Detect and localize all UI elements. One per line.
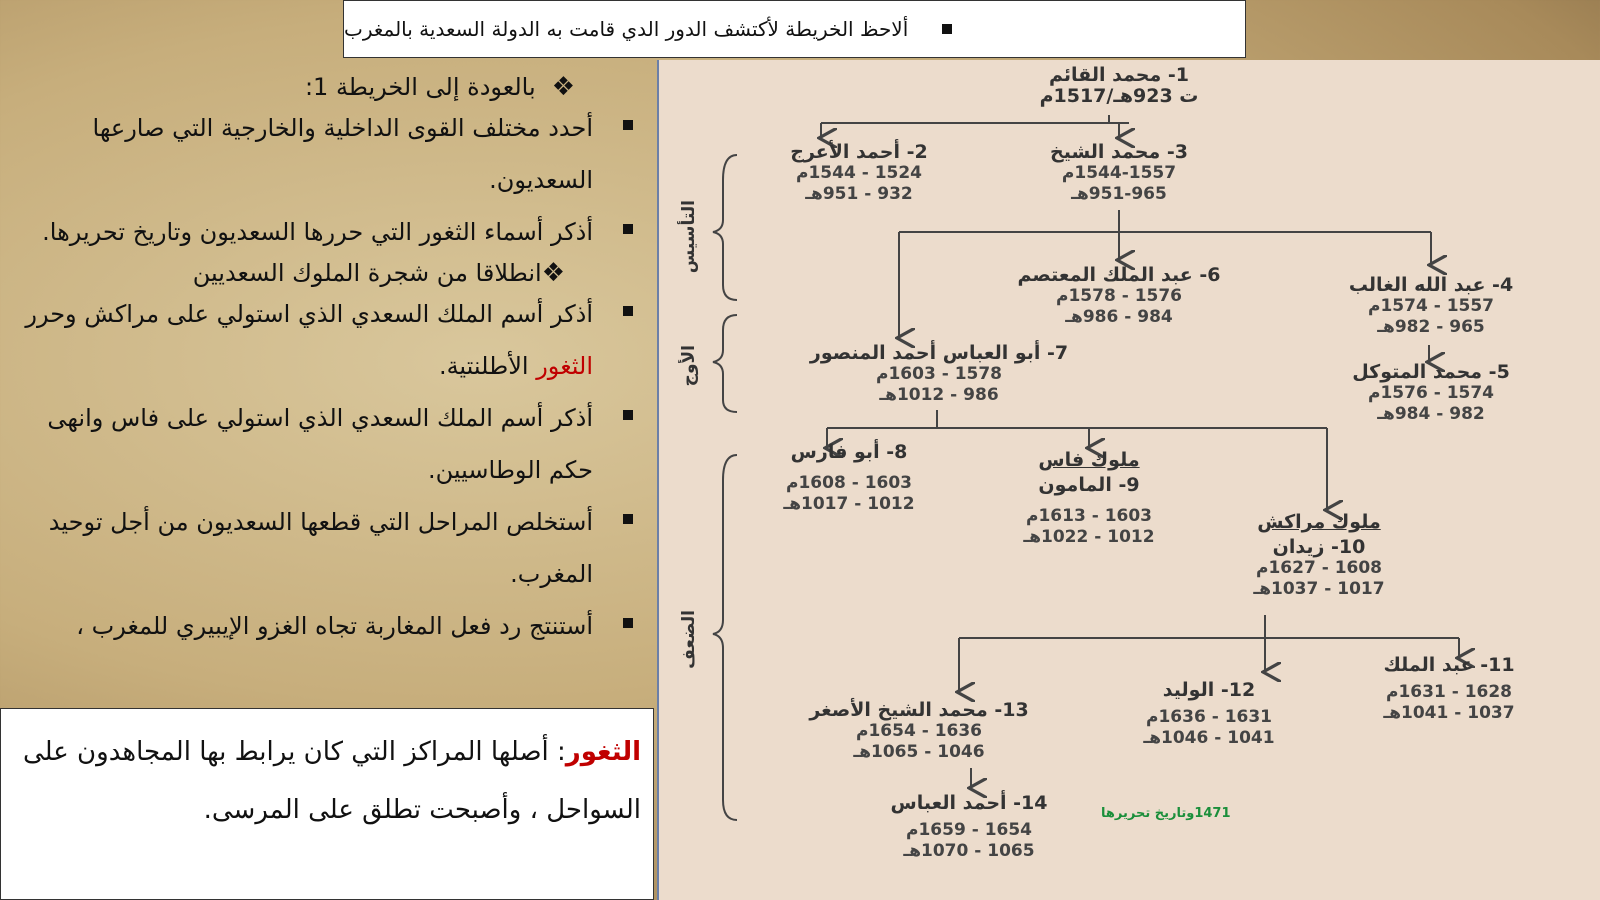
instruction-text: ألاحظ الخريطة لأكتشف الدور الدي قامت به الدولة السعدية بالمغرب: [344, 17, 909, 41]
node-name: 13- محمد الشيخ الأصغر: [809, 699, 1029, 721]
tree-node-13: [769, 700, 1069, 763]
node-dates: 1012 - 1017هـ: [783, 494, 915, 514]
node-dates: 1574 - 1576م: [1367, 383, 1495, 403]
node-dates: 1654 - 1659م: [905, 820, 1033, 840]
node-dates: 1524 - 1544م: [795, 163, 923, 183]
node-dates: 1603 - 1613م: [1025, 506, 1153, 526]
question-item: أذكر أسم الملك السعدي الذي استولي على فاس وانهى حكم الوطاسيين.: [0, 392, 655, 496]
tree-node-7: [789, 343, 1089, 406]
highlight-term: الثغور: [536, 352, 593, 380]
node-name: 4- عبد الله الغالب: [1348, 274, 1514, 296]
tree-node-2: [759, 142, 959, 205]
node-name: 1- محمد القائم: [1048, 64, 1189, 86]
node-name: 5- محمد المتوكل: [1352, 361, 1510, 383]
diamond-bullet-icon: ❖: [551, 72, 575, 102]
node-dates: 1544-1557م: [1061, 163, 1177, 183]
node-name: 2- أحمد الأعرج: [790, 141, 928, 163]
node-name: 10- زيدان: [1272, 536, 1366, 558]
node-dates: 1012 - 1022هـ: [1023, 527, 1155, 547]
definition-text: : أصلها المراكز التي كان يرابط بها المجاهدون على السواحل ، وأصبحت تطلق على المرسى.: [23, 737, 641, 825]
node-dates: 984 - 986هـ: [1065, 307, 1173, 327]
node-name: 14- أحمد العباس: [890, 792, 1048, 814]
tree-node-3: [1019, 142, 1219, 205]
branch-label: ملوك فاس: [1038, 449, 1140, 471]
question-item: أحدد مختلف القوى الداخلية والخارجية التي صارعها السعديون.: [0, 102, 655, 206]
node-dates: 965 - 982هـ: [1377, 317, 1485, 337]
tree-node-1: [1019, 65, 1219, 107]
question-item: [0, 288, 655, 392]
node-name: 11- عبد الملك: [1383, 654, 1515, 676]
group-label-founding: التأسيس: [679, 200, 699, 274]
heading-map: [0, 72, 655, 102]
definition-term: الثغور: [565, 737, 641, 767]
tree-node-5: [1331, 362, 1531, 425]
definition-box: [0, 708, 654, 900]
node-name: 12- الوليد: [1162, 679, 1256, 701]
node-dates: 1636 - 1654م: [855, 721, 983, 741]
question-item: أستخلص المراحل التي قطعها السعديون من أجل توحيد المغرب.: [0, 496, 655, 600]
node-dates: 1046 - 1065هـ: [853, 742, 985, 762]
heading-map-text: بالعودة إلى الخريطة 1:: [304, 73, 536, 101]
node-dates: 1628 - 1631م: [1385, 682, 1513, 702]
group-label-peak: الأوج: [679, 345, 699, 387]
node-dates: 1017 - 1037هـ: [1253, 579, 1385, 599]
node-dates: 951-965هـ: [1071, 184, 1167, 204]
node-dates: 1065 - 1070هـ: [903, 841, 1035, 861]
diamond-bullet-icon: ❖: [541, 258, 565, 288]
heading-tree-text: انطلاقا من شجرة الملوك السعديين: [192, 259, 542, 287]
node-dates: 1608 - 1627م: [1255, 558, 1383, 578]
question-text: الأطلنتية.: [438, 352, 529, 380]
node-dates: 932 - 951هـ: [805, 184, 913, 204]
tree-node-marrakech: [1229, 512, 1409, 600]
instruction-bar: [343, 0, 1246, 58]
questions-panel: [0, 62, 655, 710]
node-dates: 982 - 984هـ: [1377, 404, 1485, 424]
question-item: أستنتج رد فعل المغاربة تجاه الغزو الإيبيري للمغرب ،: [0, 600, 655, 652]
question-text: أذكر أسم الملك السعدي الذي استولي على مراكش وحرر: [25, 300, 593, 328]
heading-tree: [0, 258, 655, 288]
node-name: 9- المامون: [1038, 474, 1140, 496]
dynasty-tree: [657, 60, 1600, 900]
question-item: أذكر أسماء الثغور التي حررها السعديون وتاريخ تحريرها.: [0, 206, 655, 258]
node-dates: 986 - 1012هـ: [879, 385, 999, 405]
tree-node-11: [1349, 655, 1549, 724]
node-dates: 1557 - 1574م: [1367, 296, 1495, 316]
node-dates: 1041 - 1046هـ: [1143, 728, 1275, 748]
tree-node-14: [849, 793, 1089, 862]
node-dates: 1603 - 1608م: [785, 473, 913, 493]
node-dates: ت 923هـ/1517م: [1039, 85, 1199, 107]
tree-node-fes: [999, 450, 1179, 548]
annotation-note: 1471وتاريخ تحريرها: [1101, 806, 1231, 821]
bullet-square-icon: [942, 24, 952, 34]
node-name: 7- أبو العباس أحمد المنصور: [809, 342, 1069, 364]
tree-node-6: [969, 265, 1269, 328]
tree-node-4: [1331, 275, 1531, 338]
tree-node-12: [1119, 680, 1299, 749]
node-name: 8- أبو فارس: [790, 441, 908, 463]
node-name: 3- محمد الشيخ: [1050, 141, 1188, 163]
node-dates: 1631 - 1636م: [1145, 707, 1273, 727]
tree-node-8: [759, 442, 939, 515]
node-dates: 1578 - 1603م: [875, 364, 1003, 384]
branch-label: ملوك مراكش: [1257, 511, 1381, 533]
node-dates: 1037 - 1041هـ: [1383, 703, 1515, 723]
node-name: 6- عبد الملك المعتصم: [1017, 264, 1221, 286]
node-dates: 1576 - 1578م: [1055, 286, 1183, 306]
group-label-decline: الضعف: [679, 610, 699, 669]
